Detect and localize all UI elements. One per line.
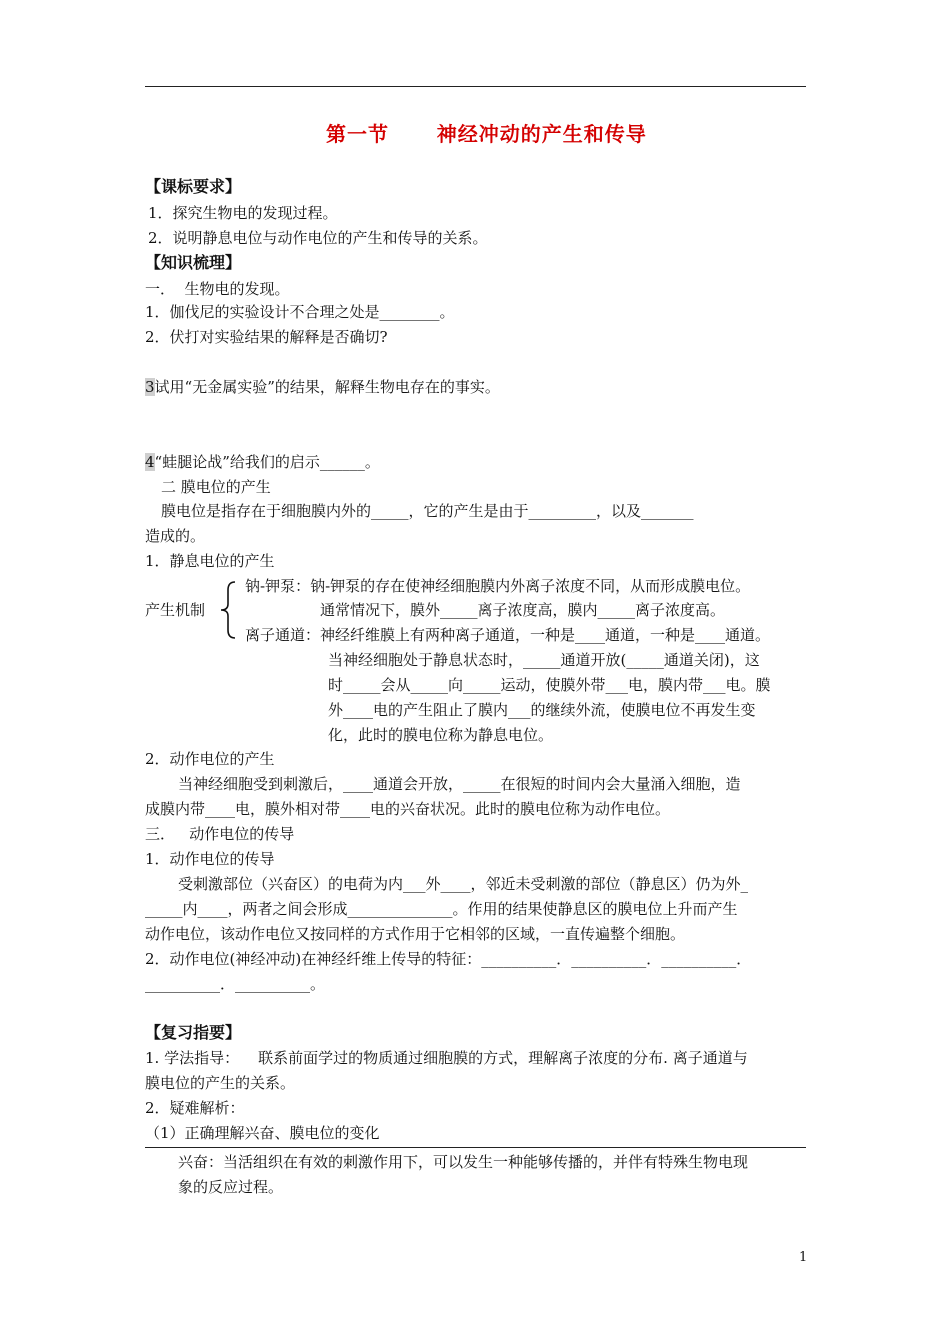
part2-title: 二 膜电位的产生 <box>161 478 271 496</box>
q4-text: “蛙腿论战”给我们的启示______。 <box>154 453 380 471</box>
standards-item-1: 1．探究生物电的发现过程。 <box>148 204 338 222</box>
part3-sub2-cont: __________．__________。 <box>145 975 326 993</box>
channel-line-3: 时_____会从_____向_____运动，使膜外带___电，膜内带___电。膜 <box>328 676 771 694</box>
brace-icon <box>218 580 238 640</box>
heading-knowledge: 【知识梳理】 <box>145 253 242 272</box>
part2-intro-1: 膜电位是指存在于细胞膜内外的_____，它的产生是由于_________，以及_______ <box>161 502 694 520</box>
review-guide-1: 1. 学法指导： 联系前面学过的物质通过细胞膜的方式，理解离子浓度的分布. 离子通道与 <box>145 1049 748 1067</box>
excite-line-1: 兴奋：当活组织在有效的刺激作用下，可以发生一种能够传播的，并伴有特殊生物电现 <box>178 1153 749 1171</box>
channel-line-5: 化，此时的膜电位称为静息电位。 <box>328 726 554 744</box>
part3-sub1: 1．动作电位的传导 <box>145 850 275 868</box>
part1-q1: 1．伽伐尼的实验设计不合理之处是________。 <box>145 303 455 321</box>
part3-line-2: _____内____，两者之间会形成______________。作用的结果使静息区的膜电位上升而产生 <box>145 900 738 918</box>
part3-line-1: 受刺激部位（兴奋区）的电荷为内___外____，邻近未受刺激的部位（静息区）仍为外_ <box>178 875 749 893</box>
q3-number: 3 <box>145 378 155 396</box>
channel-line-4: 外____电的产生阻止了膜内___的继续外流，使膜电位不再发生变 <box>328 701 756 719</box>
action-line-1: 当神经细胞受到刺激后，____通道会开放，_____在很短的时间内会大量涌入细胞，造 <box>178 775 741 793</box>
part1-title: 一． 生物电的发现。 <box>145 280 290 298</box>
part1-q2: 2．伏打对实验结果的解释是否确切? <box>145 328 388 346</box>
channel-line-2: 当神经细胞处于静息状态时，_____通道开放(_____通道关闭)，这 <box>328 651 760 669</box>
part2-intro-2: 造成的。 <box>145 527 206 545</box>
excite-line-2: 象的反应过程。 <box>178 1178 284 1196</box>
section-rule <box>145 1147 806 1148</box>
part3-title: 三． 动作电位的传导 <box>145 825 295 843</box>
pump-line-2: 通常情况下，膜外_____离子浓度高，膜内_____离子浓度高。 <box>320 601 726 619</box>
q4-number: 4 <box>145 453 155 471</box>
page-title: 第一节 神经冲动的产生和传导 <box>326 122 647 146</box>
mechanism-label: 产生机制 <box>145 601 206 619</box>
channel-line-1: 离子通道：神经纤维膜上有两种离子通道，一种是____通道，一种是____通道。 <box>245 626 771 644</box>
standards-item-2: 2．说明静息电位与动作电位的产生和传导的关系。 <box>148 229 488 247</box>
action-potential-title: 2．动作电位的产生 <box>145 750 275 768</box>
rest-potential-title: 1．静息电位的产生 <box>145 552 275 570</box>
pump-line-1: 钠-钾泵：钠-钾泵的存在使神经细胞膜内外离子浓度不同，从而形成膜电位。 <box>245 577 751 595</box>
part3-line-3: 动作电位，该动作电位又按同样的方式作用于它相邻的区域，一直传遍整个细胞。 <box>145 925 686 943</box>
part1-q3 <box>145 377 500 397</box>
heading-standards: 【课标要求】 <box>145 177 242 196</box>
part3-sub2: 2．动作电位(神经冲动)在神经纤维上传导的特征：__________．__________．__________． <box>145 950 752 968</box>
review-difficulty-1: （1）正确理解兴奋、膜电位的变化 <box>145 1124 380 1142</box>
page-number: 1 <box>799 1250 808 1265</box>
q3-text: 试用“无金属实验”的结果，解释生物电存在的事实。 <box>154 378 500 396</box>
top-rule <box>145 86 806 87</box>
heading-review: 【复习指要】 <box>145 1023 242 1042</box>
review-difficulty: 2．疑难解析： <box>145 1099 245 1117</box>
action-line-2: 成膜内带____电，膜外相对带____电的兴奋状况。此时的膜电位称为动作电位。 <box>145 800 671 818</box>
part1-q4 <box>145 452 380 472</box>
review-guide-2: 膜电位的产生的关系。 <box>145 1074 296 1092</box>
